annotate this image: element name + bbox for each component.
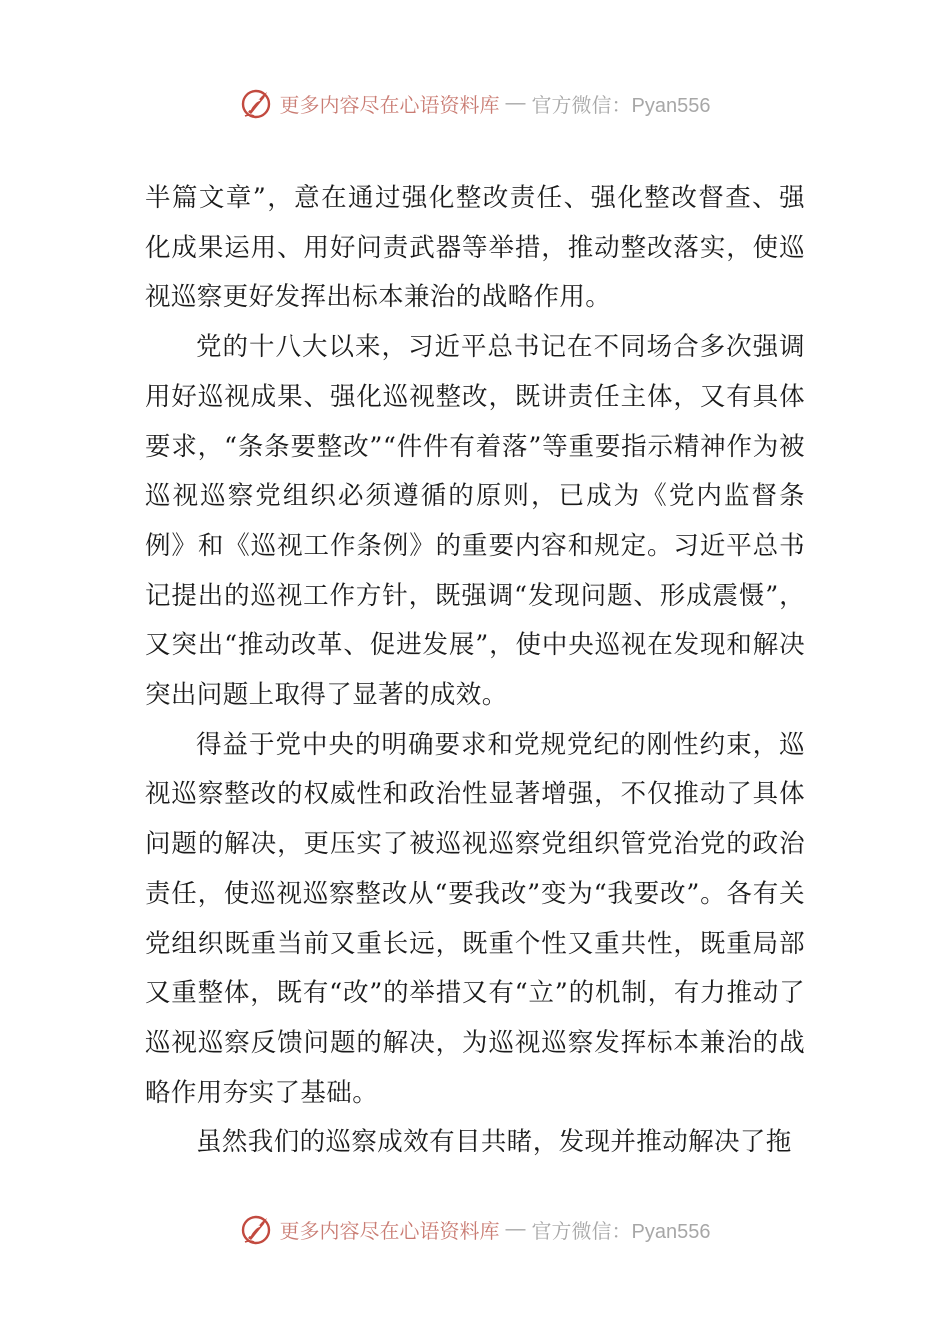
paragraph-2: 党的十八大以来，习近平总书记在不同场合多次强调用好巡视成果、强化巡视整改，既讲责任主体，又有具体要求，“条条要整改”“件件有着落”等重要指示精神作为被巡视巡察党组织必须遵循的原则，已成为《党内监督条例》和《巡视工作条例》的重要内容和规定。习近平总书记提出的巡视工作方针，既强调“发现问题、形成震慑”，又突出“推动改革、促进发展”，使中央巡视在发现和解决突出问题上取得了显著的成效。 — [145, 332, 805, 711]
paragraph-1: 半篇文章”，意在通过强化整改责任、强化整改督查、强化成果运用、用好问责武器等举措，推动整改落实，使巡视巡察更好发挥出标本兼治的战略作用。 — [145, 183, 805, 313]
paragraph-4: 虽然我们的巡察成效有目共睹，发现并推动解决了拖 — [196, 1127, 792, 1158]
wechat-id-text: 官方微信：Pyan556 — [531, 1220, 711, 1243]
pen-logo-icon — [240, 86, 274, 120]
wechat-id-text: 官方微信：Pyan556 — [531, 94, 711, 117]
pen-logo-icon — [240, 1212, 274, 1246]
brand-text: 更多内容尽在心语资料库 — [279, 92, 500, 117]
header-watermark — [0, 86, 950, 120]
paragraph-3: 得益于党中央的明确要求和党规党纪的刚性约束，巡视巡察整改的权威性和政治性显著增强，不仅推动了具体问题的解决，更压实了被巡视巡察党组织管党治党的政治责任，使巡视巡察整改从“要我改”变为“我要改”。各有关党组织既重当前又重长远，既重个性又重共性，既重局部又重整体，既有“改”的举措又有“立”的机制，有力推动了巡视巡察反馈问题的解决，为巡视巡察发挥标本兼治的战略作用夯实了基础。 — [145, 729, 805, 1108]
brand-text: 更多内容尽在心语资料库 — [279, 1218, 500, 1243]
footer-watermark — [0, 1212, 950, 1246]
brand-dash: — — [505, 91, 526, 114]
brand-dash: — — [505, 1217, 526, 1240]
document-body — [145, 174, 805, 1168]
